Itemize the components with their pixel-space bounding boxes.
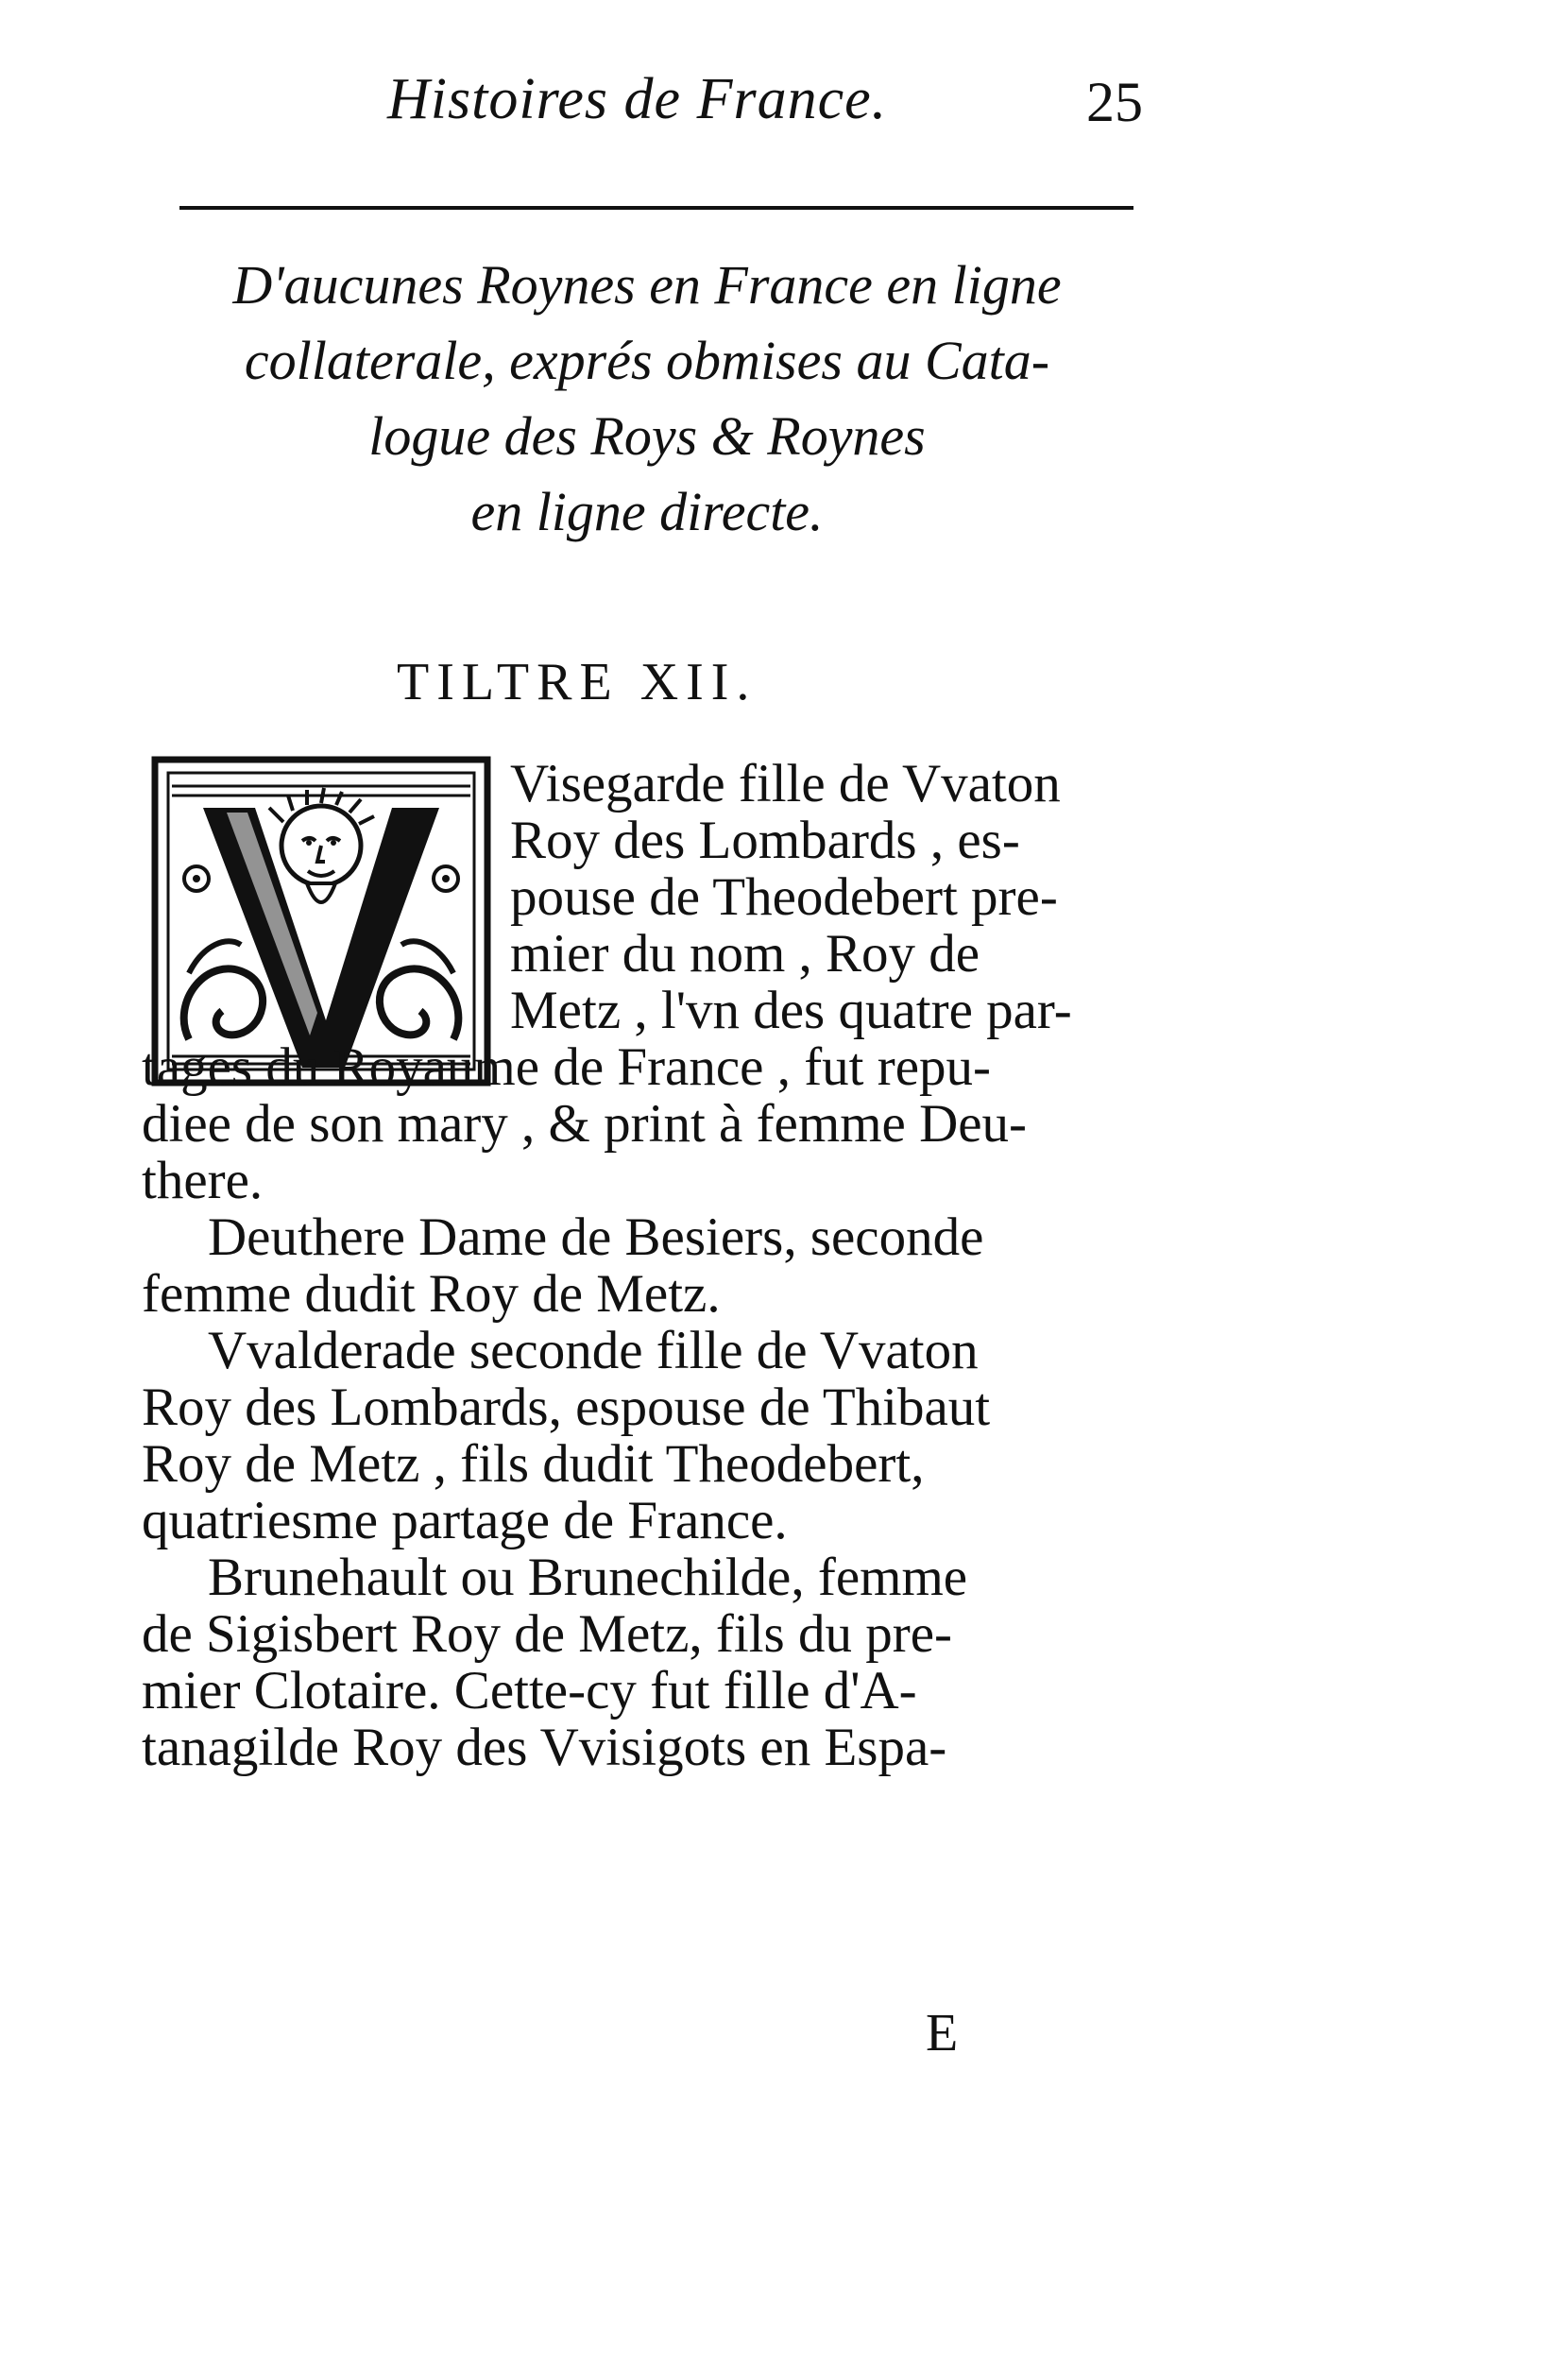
body-text [142, 756, 1143, 1776]
title-line: logue des Roys & Roynes [368, 405, 926, 467]
text-line: diee de son mary , & print à femme Deu- [142, 1094, 1028, 1154]
title-line: D'aucunes Roynes en France en ligne [232, 254, 1062, 316]
page-header [142, 57, 1143, 151]
running-head: Histoires de France. [387, 67, 888, 131]
signature-mark: E [926, 2004, 959, 2062]
text-line: pouse de Theodebert pre- [510, 867, 1058, 927]
section-label: TILTRE XII. [397, 653, 758, 711]
chapter-title [142, 248, 1152, 550]
text-line: Roy des Lombards, espouse de Thibaut [142, 1378, 991, 1437]
text-line: mier Clotaire. Cette-cy fut fille d'A- [142, 1661, 917, 1720]
page-number: 25 [1086, 71, 1143, 133]
title-line: collaterale, exprés obmises au Cata- [244, 330, 1050, 391]
text-line: quatriesme partage de France. [142, 1491, 788, 1550]
text-line: Visegarde fille de Vvaton [510, 754, 1061, 813]
text-line: de Sigisbert Roy de Metz, fils du pre- [142, 1604, 953, 1664]
text-line: Deuthere Dame de Besiers, seconde [208, 1207, 984, 1267]
text-line: there. [142, 1151, 264, 1210]
text-line: femme dudit Roy de Metz. [142, 1264, 721, 1324]
text-line: Roy de Metz , fils dudit Theodebert, [142, 1434, 925, 1494]
title-line: en ligne directe. [470, 481, 824, 542]
text-line: Roy des Lombards , es- [510, 811, 1020, 870]
text-line: mier du nom , Roy de [510, 924, 980, 984]
text-line: tages du Royaume de France , fut repu- [142, 1037, 992, 1097]
text-line: Metz , l'vn des quatre par- [510, 981, 1072, 1040]
text-line: tanagilde Roy des Vvisigots en Espa- [142, 1718, 947, 1777]
header-rule [179, 206, 1133, 210]
text-line: Vvalderade seconde fille de Vvaton [208, 1321, 979, 1380]
text-line: Brunehault ou Brunechilde, femme [208, 1548, 968, 1607]
